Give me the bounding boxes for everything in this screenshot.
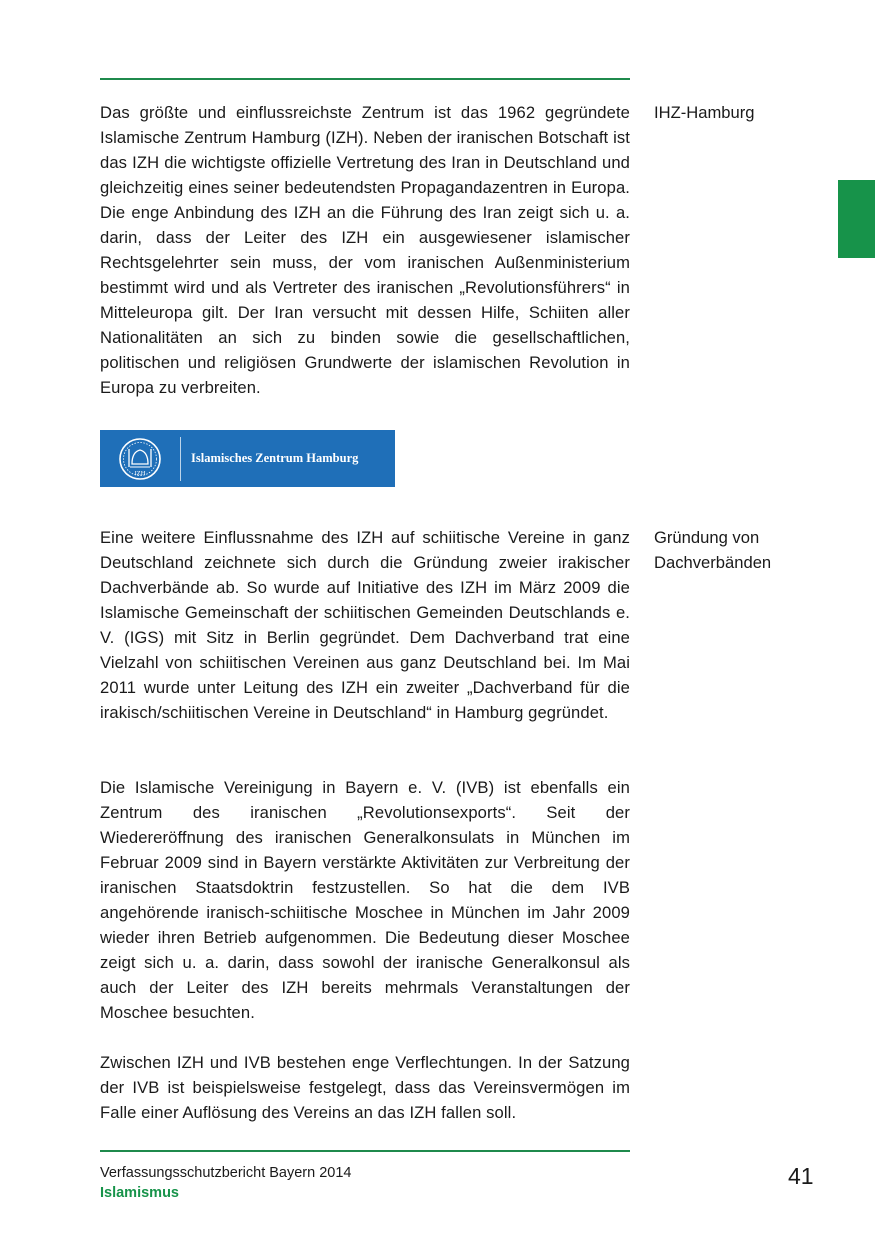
margin-note-ihz-hamburg: IHZ-Hamburg — [654, 103, 755, 122]
izh-logo-banner — [100, 430, 395, 487]
emblem-text: IZH — [134, 469, 146, 477]
margin-note-gruendung-line1: Gründung von — [654, 528, 760, 547]
paragraph-verflechtungen: Zwischen IZH und IVB bestehen enge Verflechtungen. In der Satzung der IVB ist beispielsweise festgelegt, dass das Vereinsvermögen im Falle einer Auflösung des Vereins an das IZH fallen soll. — [100, 1053, 630, 1122]
paragraph-ivb: Die Islamische Vereinigung in Bayern e. V. (IVB) ist ebenfalls ein Zentrum des iranischen „Revolutionsexports“. Seit der Wiedereröffnung des iranischen Generalkonsulats in München im Februar 2009 sind in Bayern verstärkte Aktivitäten zur Verbreitung der iranischen Staatsdoktrin festzustellen. So hat die dem IVB angehörende iranisch-schiitische Moschee in München im Jahr 2009 wieder ihren Betrieb aufgenommen. Die Bedeutung dieser Moschee zeigt sich u. a. darin, dass sowohl der iranische Generalkonsul als auch der Leiter des IZH bereits mehrmals Veranstaltungen der Moschee besuchten. — [100, 778, 630, 1022]
margin-note-gruendung-line2: Dachverbänden — [654, 553, 772, 572]
margin-note-gruendung — [654, 525, 834, 575]
paragraph-izh-intro: Das größte und einflussreichste Zentrum ist das 1962 gegründete Islamische Zentrum Hamburg (IZH). Neben der iranischen Botschaft ist das IZH die wichtigste offizielle Vertretung des Iran in Deutschland und gleichzeitig eines seiner bedeutendsten Propagandazentren in Europa. Die enge Anbindung des IZH an die Führung des Iran zeigt sich u. a. darin, dass der Leiter des IZH ein ausgewiesener islamischer Rechtsgelehrter sein muss, der vom iranischen Außenministerium bestimmt wird und als Vertreter des iranischen „Revolutionsführers“ in Mitteleuropa gilt. Der Iran versucht mit dessen Hilfe, Schiiten aller Nationalitäten an sich zu binden sowie die gesellschaftlichen, politischen und religiösen Grundwerte der islamischen Revolution in Europa zu verbreiten. — [100, 103, 630, 397]
page-number: 41 — [788, 1163, 814, 1189]
top-rule — [100, 78, 630, 80]
footer-section-name: Islamismus — [100, 1185, 179, 1201]
logo-name: Islamisches Zentrum Hamburg — [191, 451, 359, 465]
paragraph-dachverbaende: Eine weitere Einflussnahme des IZH auf schiitische Vereine in ganz Deutschland zeichnete sich durch die Gründung zweier irakischer Dachverbände ab. So wurde auf Initiative des IZH im März 2009 die Islamische Gemeinschaft der schiitischen Gemeinden Deutschlands e. V. (IGS) mit Sitz in Berlin gegründet. Dem Dachverband trat eine Vielzahl von schiitischen Vereinen aus ganz Deutschland bei. Im Mai 2011 wurde unter Leitung des IZH ein zweiter „Dachverband für die irakisch/schiitischen Vereine in Deutschland“ in Hamburg gegründet. — [100, 528, 630, 722]
mosque-emblem-icon — [100, 430, 180, 487]
footer-report-title: Verfassungsschutzbericht Bayern 2014 — [100, 1165, 352, 1181]
chapter-tab-marker — [838, 180, 875, 258]
bottom-rule — [100, 1150, 630, 1152]
